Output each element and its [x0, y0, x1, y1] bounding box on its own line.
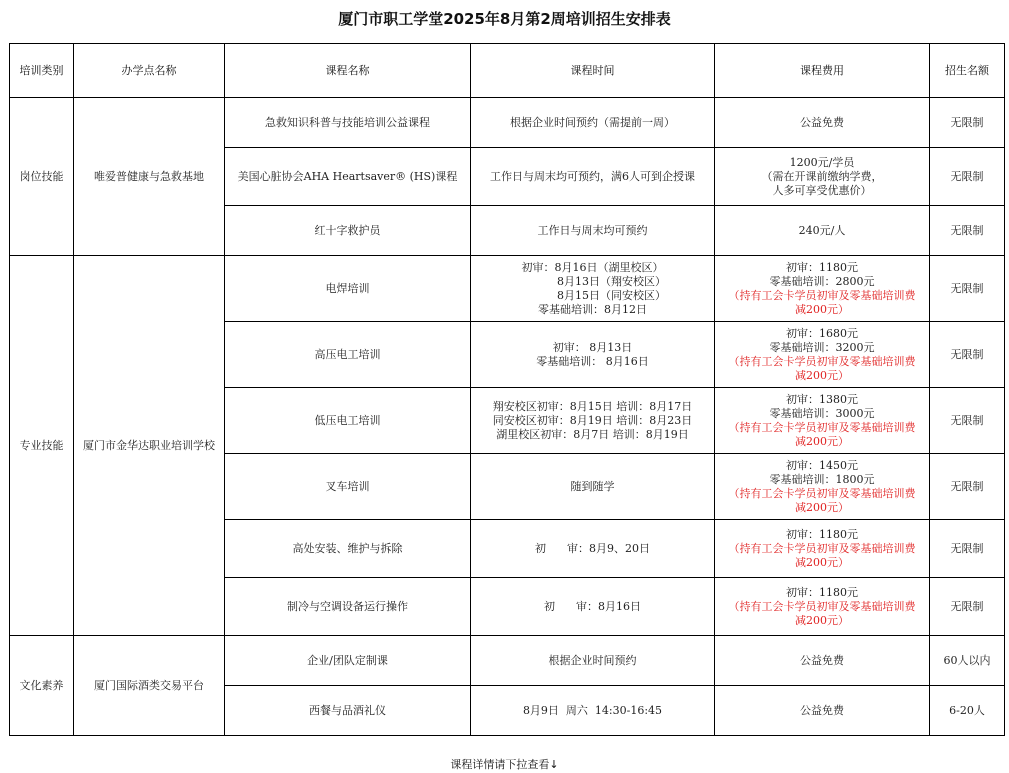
school-cell: 厦门市金华达职业培训学校 [74, 256, 225, 636]
fee-cell: 初审：1180元 （持有工会卡学员初审及零基础培训费 减200元） [715, 578, 930, 636]
course-cell: 电焊培训 [225, 256, 471, 322]
union-discount-note: （持有工会卡学员初审及零基础培训费 [728, 354, 916, 368]
table-row [10, 256, 1005, 322]
course-cell: 美国心脏协会AHA Heartsaver® (HS)课程 [225, 148, 471, 206]
time-cell: 翔安校区初审：8月15日 培训：8月17日 同安校区初审：8月19日 培训：8月23日 湖里校区初审：8月7日 培训：8月19日 [471, 388, 715, 454]
quota-cell: 无限制 [930, 256, 1005, 322]
fee-cell: 公益免费 [715, 636, 930, 686]
quota-cell: 6-20人 [930, 686, 1005, 736]
union-discount-note: 减200元） [795, 500, 849, 514]
union-discount-note: 减200元） [795, 555, 849, 569]
time-cell: 根据企业时间预约（需提前一周） [471, 98, 715, 148]
header-school: 办学点名称 [74, 44, 225, 98]
fee-cell: 初审：1680元 零基础培训：3200元 （持有工会卡学员初审及零基础培训费 减200元） [715, 322, 930, 388]
quota-cell: 60人以内 [930, 636, 1005, 686]
fee-cell: 初审：1180元 （持有工会卡学员初审及零基础培训费 减200元） [715, 520, 930, 578]
union-discount-note: （持有工会卡学员初审及零基础培训费 [728, 541, 916, 555]
time-cell: 8月9日 周六 14:30-16:45 [471, 686, 715, 736]
time-cell: 初审： 8月13日 零基础培训： 8月16日 [471, 322, 715, 388]
fee-cell: 公益免费 [715, 686, 930, 736]
course-cell: 高压电工培训 [225, 322, 471, 388]
course-cell: 企业/团队定制课 [225, 636, 471, 686]
quota-cell: 无限制 [930, 206, 1005, 256]
fee-cell: 公益免费 [715, 98, 930, 148]
header-quota: 招生名额 [930, 44, 1005, 98]
table-row [10, 636, 1005, 686]
category-cell: 岗位技能 [10, 98, 74, 256]
fee-cell: 初审：1380元 零基础培训：3000元 （持有工会卡学员初审及零基础培训费 减200元） [715, 388, 930, 454]
union-discount-note: 减200元） [795, 613, 849, 627]
course-cell: 西餐与品酒礼仪 [225, 686, 471, 736]
category-cell: 专业技能 [10, 256, 74, 636]
header-fee: 课程费用 [715, 44, 930, 98]
union-discount-note: （持有工会卡学员初审及零基础培训费 [728, 486, 916, 500]
quota-cell: 无限制 [930, 520, 1005, 578]
quota-cell: 无限制 [930, 578, 1005, 636]
time-cell: 初 审：8月16日 [471, 578, 715, 636]
fee-cell: 初审：1180元 零基础培训：2800元 （持有工会卡学员初审及零基础培训费 减200元） [715, 256, 930, 322]
scroll-hint: 课程详情请下拉查看↓ [450, 758, 559, 771]
course-cell: 叉车培训 [225, 454, 471, 520]
time-cell: 工作日与周末均可预约，满6人可到企授课 [471, 148, 715, 206]
union-discount-note: （持有工会卡学员初审及零基础培训费 [728, 288, 916, 302]
course-cell: 急救知识科普与技能培训公益课程 [225, 98, 471, 148]
table-header-row [10, 44, 1005, 98]
schedule-table [9, 43, 1005, 736]
header-time: 课程时间 [471, 44, 715, 98]
header-category: 培训类别 [10, 44, 74, 98]
fee-cell: 1200元/学员 （需在开课前缴纳学费， 人多可享受优惠价） [715, 148, 930, 206]
quota-cell: 无限制 [930, 98, 1005, 148]
time-cell: 随到随学 [471, 454, 715, 520]
quota-cell: 无限制 [930, 388, 1005, 454]
time-cell: 根据企业时间预约 [471, 636, 715, 686]
union-discount-note: 减200元） [795, 302, 849, 316]
union-discount-note: （持有工会卡学员初审及零基础培训费 [728, 420, 916, 434]
union-discount-note: 减200元） [795, 368, 849, 382]
quota-cell: 无限制 [930, 454, 1005, 520]
course-cell: 制冷与空调设备运行操作 [225, 578, 471, 636]
time-cell: 工作日与周末均可预约 [471, 206, 715, 256]
time-cell: 初审：8月16日（湖里校区） 8月13日（翔安校区） 8月15日（同安校区） 零基础培训：8月12日 [471, 256, 715, 322]
school-cell: 唯爱普健康与急救基地 [74, 98, 225, 256]
time-cell: 初 审：8月9、20日 [471, 520, 715, 578]
union-discount-note: 减200元） [795, 434, 849, 448]
school-cell: 厦门国际酒类交易平台 [74, 636, 225, 736]
course-cell: 低压电工培训 [225, 388, 471, 454]
quota-cell: 无限制 [930, 322, 1005, 388]
fee-cell: 240元/人 [715, 206, 930, 256]
union-discount-note: （持有工会卡学员初审及零基础培训费 [728, 599, 916, 613]
category-cell: 文化素养 [10, 636, 74, 736]
course-cell: 红十字救护员 [225, 206, 471, 256]
fee-cell: 初审：1450元 零基础培训：1800元 （持有工会卡学员初审及零基础培训费 减200元） [715, 454, 930, 520]
course-cell: 高处安装、维护与拆除 [225, 520, 471, 578]
header-course: 课程名称 [225, 44, 471, 98]
quota-cell: 无限制 [930, 148, 1005, 206]
page-title: 厦门市职工学堂2025年8月第2周培训招生安排表 [338, 10, 671, 28]
table-row [10, 98, 1005, 148]
